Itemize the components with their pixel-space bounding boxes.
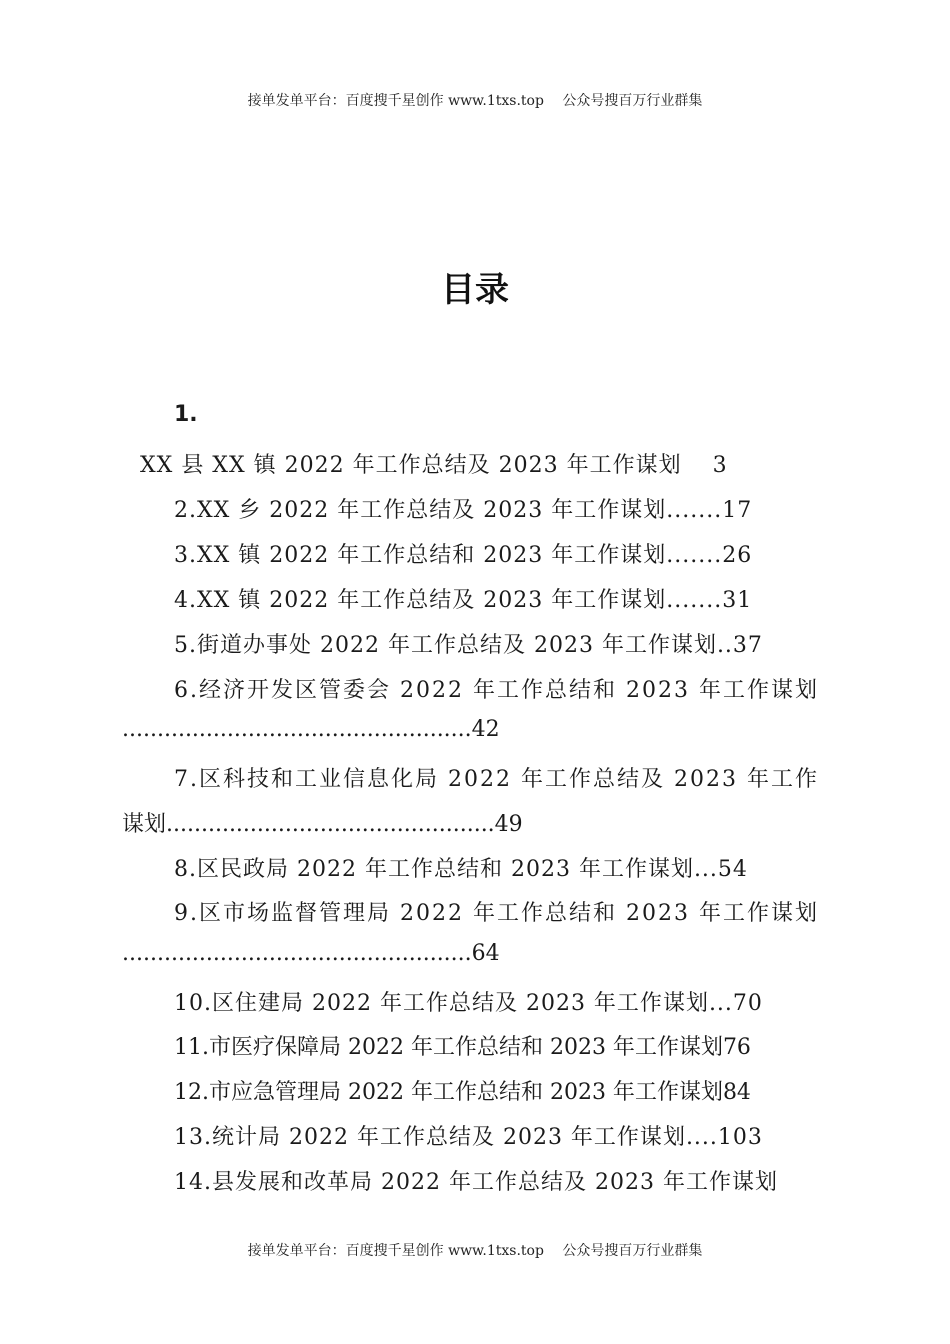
toc-line[interactable]: 3.XX 镇 2022 年工作总结和 2023 年工作谋划.......26: [174, 543, 753, 568]
page-footer: 接单发单平台：百度搜千星创作 www.1txs.top 公众号搜百万行业群集: [247, 1243, 703, 1259]
toc-line[interactable]: ..................................................42: [122, 717, 500, 742]
toc-line[interactable]: 2.XX 乡 2022 年工作总结及 2023 年工作谋划.......17: [174, 498, 753, 523]
page-header: 接单发单平台：百度搜千星创作 www.1txs.top 公众号搜百万行业群集: [247, 93, 703, 109]
toc-line[interactable]: 10.区住建局 2022 年工作总结及 2023 年工作谋划...70: [174, 991, 763, 1016]
toc-line[interactable]: 4.XX 镇 2022 年工作总结及 2023 年工作谋划.......31: [174, 588, 753, 613]
toc-item-1-number: 1.: [174, 402, 198, 427]
toc-line[interactable]: 8.区民政局 2022 年工作总结和 2023 年工作谋划...54: [174, 857, 748, 882]
toc-line[interactable]: 9.区市场监督管理局 2022 年工作总结和 2023 年工作谋划: [174, 901, 819, 926]
toc-line[interactable]: 14.县发展和改革局 2022 年工作总结及 2023 年工作谋划: [174, 1170, 778, 1195]
page-title: 目录: [441, 270, 509, 310]
toc-line[interactable]: 谋划...............................................49: [122, 812, 523, 837]
toc-line[interactable]: 13.统计局 2022 年工作总结及 2023 年工作谋划....103: [174, 1125, 763, 1150]
toc-line[interactable]: 7.区科技和工业信息化局 2022 年工作总结及 2023 年工作: [174, 767, 819, 792]
toc-line[interactable]: 12.市应急管理局 2022 年工作总结和 2023 年工作谋划84: [174, 1080, 751, 1105]
toc-line[interactable]: 5.街道办事处 2022 年工作总结及 2023 年工作谋划..37: [174, 633, 763, 658]
toc-line[interactable]: 6.经济开发区管委会 2022 年工作总结和 2023 年工作谋划: [174, 678, 819, 703]
toc-line[interactable]: ..................................................64: [122, 941, 500, 966]
toc-line[interactable]: XX 县 XX 镇 2022 年工作总结及 2023 年工作谋划 3: [140, 453, 728, 478]
toc-line[interactable]: 11.市医疗保障局 2022 年工作总结和 2023 年工作谋划76: [174, 1035, 751, 1060]
